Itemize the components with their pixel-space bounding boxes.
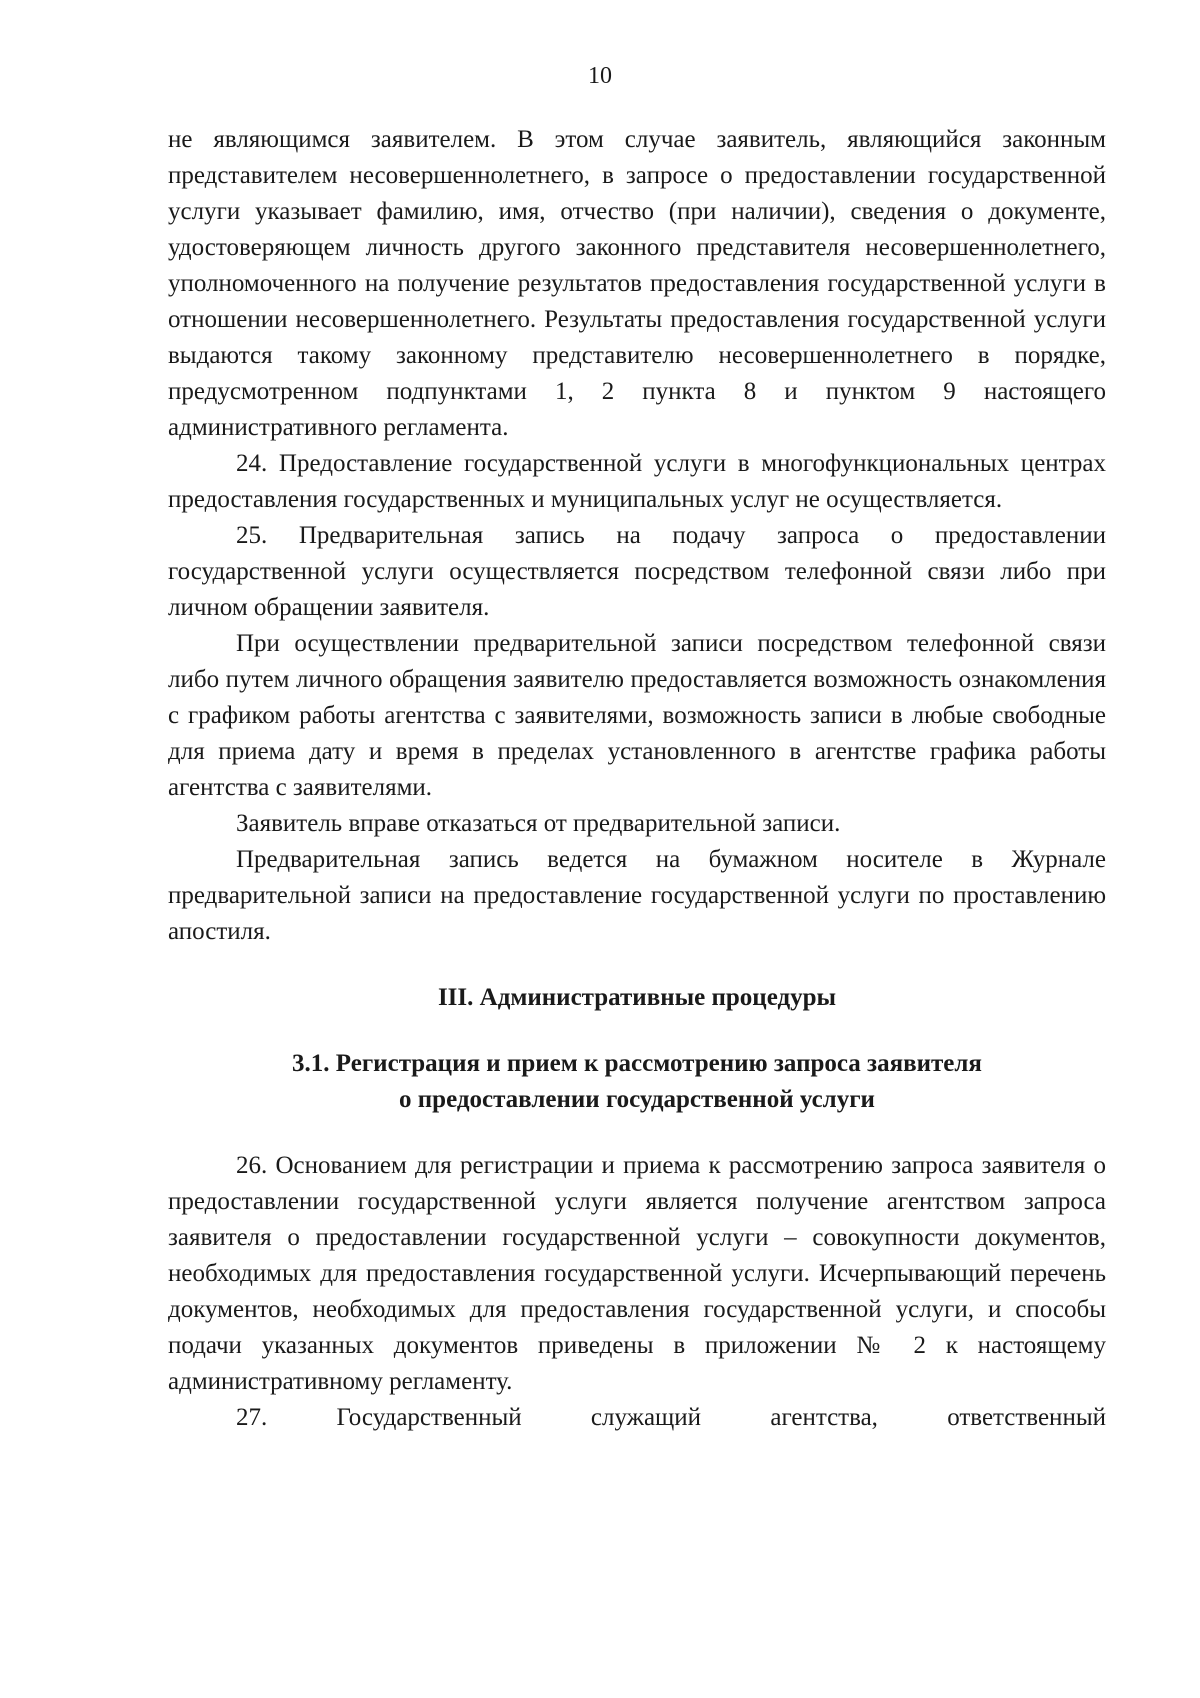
subsection-heading-line-1: 3.1. Регистрация и прием к рассмотрению запроса заявителя: [292, 1050, 982, 1077]
paragraph-25-refusal: Заявитель вправе отказаться от предварительной записи.: [236, 810, 841, 837]
spacer: [168, 950, 1106, 980]
page-number: 10: [588, 63, 612, 89]
spacer: [168, 1016, 1106, 1046]
section-heading: III. Административные процедуры: [437, 984, 837, 1011]
paragraph-26: 26. Основанием для регистрации и приема к рассмотрению запроса заявителя о предоставлении государственной услуги является получение агентством запроса заявителя о предоставлении государственной услуги – совокупности документов, необходимых для предоставления государственной услуги. Исчерпывающий перечень документов, необходимых для предоставления государственной услуги, и способы подачи указанных документов приведены в приложении № 2 к настоящему административному регламенту.: [168, 1152, 1106, 1395]
paragraph-25-prior-registration: При осуществлении предварительной записи посредством телефонной связи либо путем личного обращения заявителю предоставляется возможность ознакомления с графиком работы агентства с заявителями, возможность записи в любые свободные для приема дату и время в пределах установленного в агентстве графика работы агентства с заявителями.: [168, 630, 1106, 801]
paragraph-24: 24. Предоставление государственной услуги в многофункциональных центрах предоставления государственных и муниципальных услуг не осуществляется.: [168, 450, 1106, 513]
subsection-heading-line-2: о предоставлении государственной услуги: [399, 1086, 875, 1113]
paragraph-27: 27. Государственный служащий агентства, ответственный: [236, 1404, 1106, 1431]
paragraph-continuation: не являющимся заявителем. В этом случае заявитель, являющийся законным представителем несовершеннолетнего, в запросе о предоставлении государственной услуги указывает фамилию, имя, отчество (при наличии), сведения о документе, удостоверяющем личность другого законного представителя несовершеннолетнего, уполномоченного на получение результатов предоставления государственной услуги в отношении несовершеннолетнего. Результаты предоставления государственной услуги выдаются такому законному представителю несовершеннолетнего в порядке, предусмотренном подпунктами 1, 2 пункта 8 и пунктом 9 настоящего административного регламента.: [168, 126, 1106, 441]
spacer: [168, 1118, 1106, 1148]
document-body: [168, 122, 1106, 1436]
paragraph-25-journal: Предварительная запись ведется на бумажном носителе в Журнале предварительной записи на предоставление государственной услуги по проставлению апостиля.: [168, 846, 1106, 945]
paragraph-25: 25. Предварительная запись на подачу запроса о предоставлении государственной услуги осуществляется посредством телефонной связи либо при личном обращении заявителя.: [168, 522, 1106, 621]
